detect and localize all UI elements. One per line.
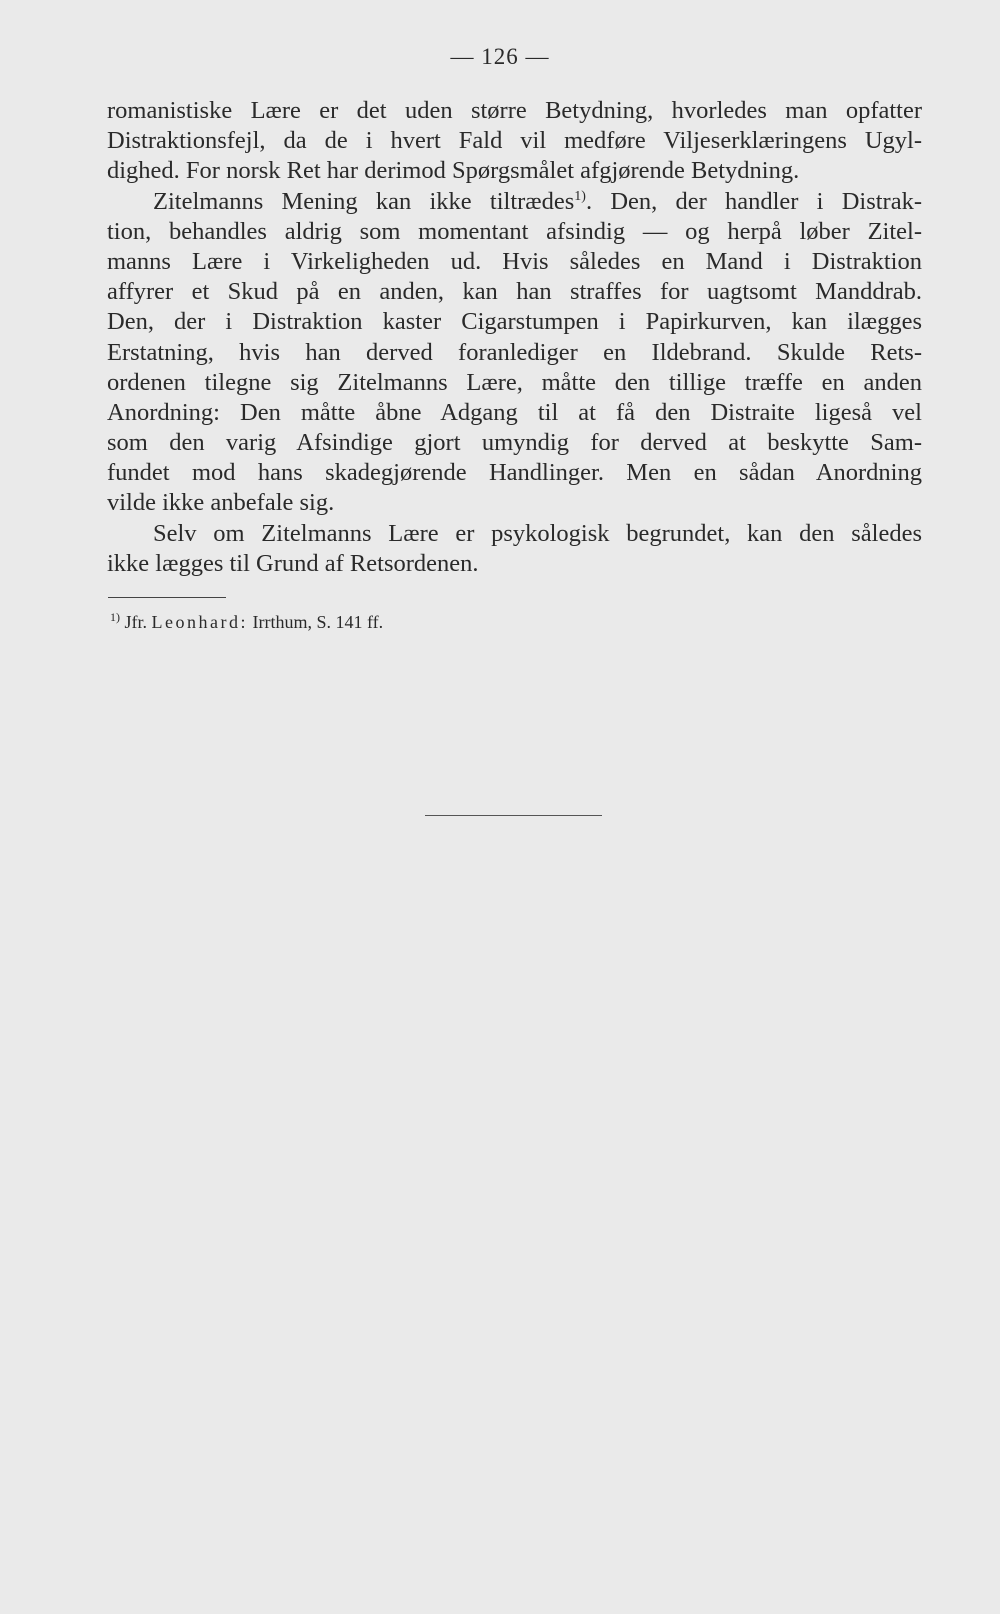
page-number: — 126 — — [450, 44, 550, 69]
text-line: romanistiske Lære er det uden større Betydning, hvorledes man opfatter — [107, 97, 922, 124]
text-line: manns Lære i Virkeligheden ud. Hvis således en Mand i Distraktion — [107, 247, 922, 275]
footnote-prefix: Jfr. — [124, 612, 147, 632]
text-line: Den, der i Distraktion kaster Cigarstumpen i Papirkurven, kan ilægges — [107, 308, 922, 336]
text-line: dighed. For norsk Ret har derimod Spørgsmålet afgjørende Betydning. — [107, 157, 800, 185]
text-line: tion, behandles aldrig som momentant afsindig — og herpå løber Zitel- — [107, 217, 922, 245]
text-segment: . Den, der handler i Distrak- — [585, 187, 923, 215]
text-line: som den varig Afsindige gjort umyndig for derved at beskytte Sam- — [107, 429, 922, 457]
text-line — [107, 187, 922, 217]
text-line: ordenen tilegne sig Zitelmanns Lære, måtte den tillige træffe en anden — [107, 368, 922, 396]
body-text — [107, 96, 922, 579]
footnote-reference[interactable]: 1) — [574, 188, 586, 204]
footnote — [110, 612, 383, 633]
text-line: Anordning: Den måtte åbne Adgang til at få den Distraite ligeså vel — [107, 398, 922, 426]
text-line: Distraktionsfejl, da de i hvert Fald vil medføre Viljeserklæringens Ugyl- — [107, 127, 922, 155]
text-line: fundet mod hans skadegjørende Handlinger. Men en sådan Anordning — [107, 459, 922, 487]
text-line: vilde ikke anbefale sig. — [107, 489, 335, 517]
footnote-divider — [108, 597, 226, 598]
text-line: ikke lægges til Grund af Retsordenen. — [107, 549, 479, 577]
end-divider — [425, 815, 602, 816]
text-segment: Zitelmanns Mening kan ikke tiltrædes — [153, 187, 575, 215]
text-line: Selv om Zitelmanns Lære er psykologisk begrundet, kan den således — [153, 519, 922, 547]
text-line: affyrer et Skud på en anden, kan han straffes for uagtsomt Manddrab. — [107, 278, 922, 306]
footnote-work: Irrthum, S. 141 ff. — [252, 612, 384, 632]
footnote-author: Leonhard: — [151, 612, 248, 632]
text-line: Erstatning, hvis han derved foranlediger en Ildebrand. Skulde Rets- — [107, 338, 922, 366]
footnote-marker: 1) — [110, 610, 120, 624]
